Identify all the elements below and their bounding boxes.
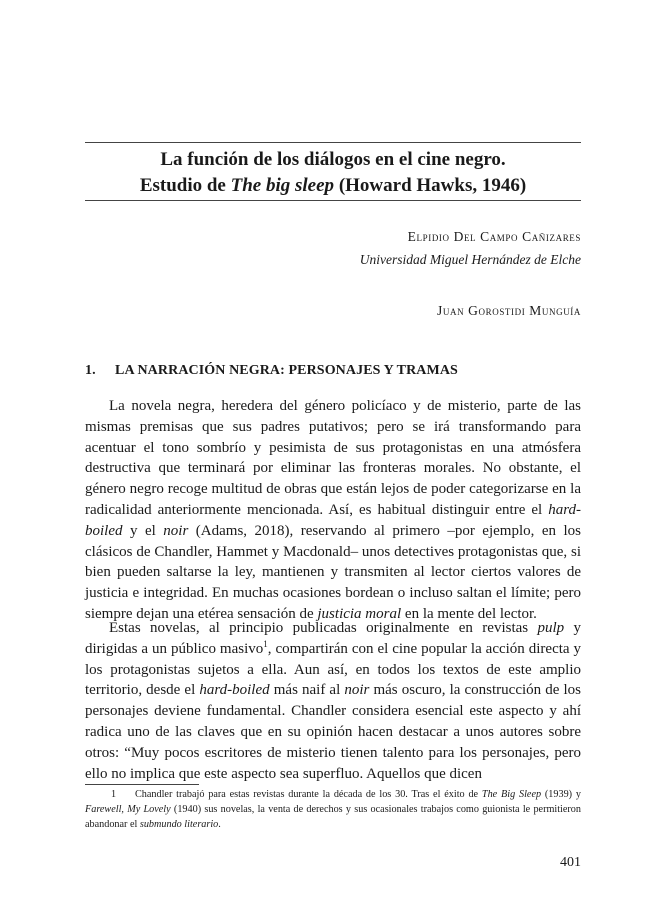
article-title-line2: Estudio de The big sleep (Howard Hawks, 1946): [139, 175, 527, 196]
author-name-2: Juan Gorostidi Munguía: [437, 303, 581, 318]
title-top-rule: [85, 142, 581, 143]
film-title: The big sleep: [230, 175, 335, 196]
body-paragraph-2: Estas novelas, al principio publicadas originalmente en revistas pulp y dirigidas a un público masivo$^1$, compartirán con el cine popular la acción directa y los protagonistas sujetos a ella. Aun así, en todos los textos de este amplio territorio, desde el hard-boiled más naif al noir más oscuro, la construcción de los personajes deviene fundamental. Chandler considera esencial este aspecto y ahí radica uno de las claves que en su opinión hacen destacar a unos autores sobre otros: “Muy pocos escritores de misterio tienen talento para los personajes, pero ello no implica que este aspecto sea superfluo. Aquellos que dicen: [85, 620, 582, 782]
footnote-number: 1: [111, 789, 117, 800]
author-name-1: Elpidio Del Campo Cañizares: [407, 229, 581, 244]
author-affiliation-1: Universidad Miguel Hernández de Elche: [359, 252, 581, 267]
section-number: 1.: [85, 363, 96, 378]
footnote-1: 1 Chandler trabajó para estas revistas durante la década de los 30. Tras el éxito de The Big Sleep (1939) y Farewell, My Lovely (1940) sus novelas, la venta de derechos y sus ocasionales trabajos como guionista le permitieron abandonar el submundo literario.: [85, 789, 581, 830]
section-title: LA NARRACIÓN NEGRA: PERSONAJES Y TRAMAS: [115, 363, 458, 378]
page-number: 401: [560, 855, 581, 870]
title-bottom-rule: [85, 200, 581, 201]
footnote-ref[interactable]: 1: [263, 638, 268, 649]
footnote-separator: [85, 784, 199, 785]
section-heading: [85, 363, 458, 379]
article-title-line1: La función de los diálogos en el cine negro.: [160, 149, 506, 170]
body-paragraph-1: La novela negra, heredera del género policíaco y de misterio, parte de las mismas premisas que sus padres putativos; pero se irá transformando para acentuar el tono sombrío y pesimista de sus protagonistas en una atmósfera destructiva que terminará por eliminar las fronteras morales. No obstante, el género negro recoge multitud de obras que están lejos de poder categorizarse en la radicalidad anteriormente mencionada. Así, es habitual distinguir entre el hard-boiled y el noir (Adams, 2018), reservando al primero –por ejemplo, en los clásicos de Chandler, Hammet y Macdonald– unos detectives protagonistas que, si bien pueden saltarse la ley, mantienen y transmiten al lector ciertos valores de justicia e integridad. En muchas ocasiones bordean o incluso saltan el límite; pero siempre dejan una etérea sensación de justicia moral en la mente del lector.: [85, 398, 582, 622]
